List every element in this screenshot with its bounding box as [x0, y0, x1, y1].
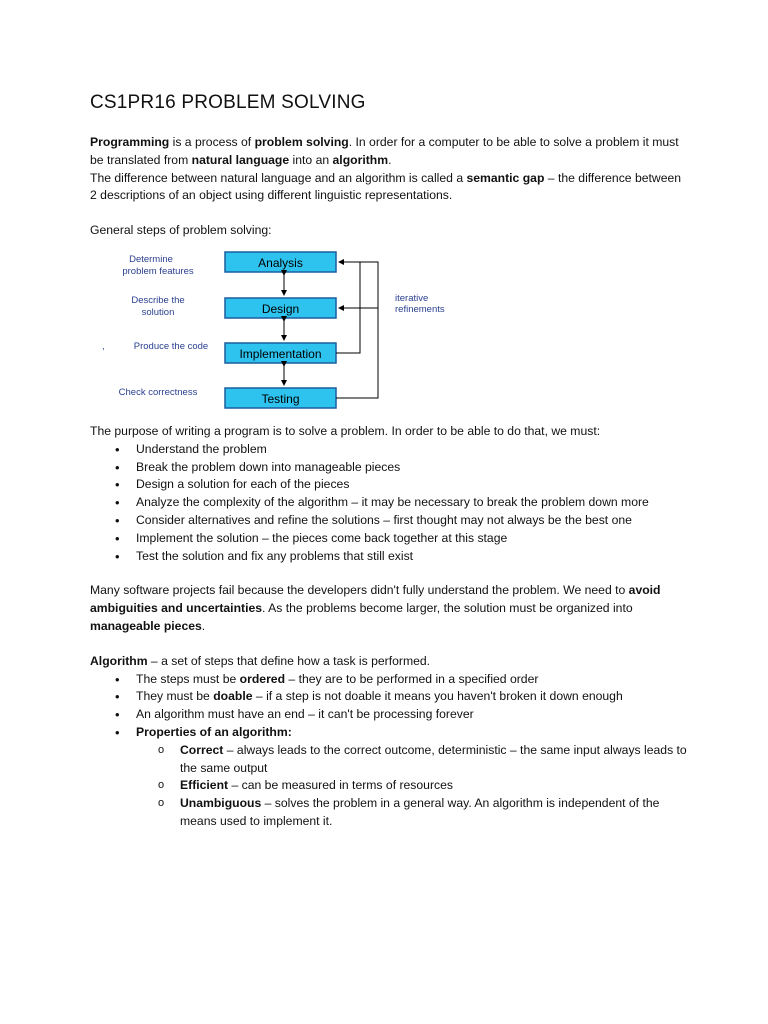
algorithm-list: [90, 671, 690, 831]
list-item: • Properties of an algorithm: o Correct – always leads to the correct outcome, deterministic – the same input always leads to the same output o Efficient – can be measured in terms of resources o Unambiguous – solves the problem in a general way. An algorithm is independent of the means used to implement it.: [90, 724, 690, 831]
term-programming: Programming: [90, 135, 170, 149]
label-describe: Describe the: [131, 294, 185, 306]
page-title: CS1PR16 PROBLEM SOLVING: [90, 92, 366, 113]
list-item: o Efficient – can be measured in terms of resources: [90, 777, 690, 795]
purpose-intro: The purpose of writing a program is to solve a problem. In order to be able to do that, we must:: [90, 423, 601, 438]
box-testing-label: Testing: [261, 391, 300, 406]
term-semantic-gap: semantic gap: [466, 170, 545, 185]
algorithm-definition: Algorithm – a set of steps that define how a task is performed.: [90, 653, 431, 668]
list-item: • Break the problem down into manageable pieces: [90, 459, 690, 477]
list-item: • Analyze the complexity of the algorithm – it may be necessary to break the problem down more: [90, 494, 690, 512]
term-algorithm: algorithm: [332, 152, 389, 167]
label-produce-code: Produce the code: [133, 340, 209, 352]
term-natural-language: natural language: [191, 152, 290, 167]
intro-paragraph-1: Programming is a process of problem solving. In order for a computer to be able to solve a problem it must be translated from natural language into an algorithm.: [90, 135, 679, 167]
list-item: • Consider alternatives and refine the solutions – first thought may not always be the best one: [90, 512, 690, 530]
fail-paragraph: Many software projects fail because the developers didn't fully understand the problem. We need to avoid ambiguities and uncertainties. As the problems become larger, the solution must be organized into manageable pieces.: [90, 583, 661, 633]
list-item: • They must be doable – if a step is not doable it means you haven't broken it down enough: [90, 688, 690, 706]
label-refinements: refinements: [395, 303, 445, 315]
svg-text:,: ,: [102, 340, 105, 352]
list-item: • Implement the solution – the pieces come back together at this stage: [90, 530, 690, 548]
list-item: • Understand the problem: [90, 441, 690, 459]
document-page: [90, 92, 690, 831]
label-determine: Determine: [129, 253, 173, 265]
label-check-correctness: Check correctness: [118, 386, 198, 398]
label-iterative: iterative: [395, 292, 429, 304]
term-problem-solving: problem solving: [254, 135, 349, 149]
term-ambiguities: avoid ambiguities and uncertainties: [90, 583, 661, 616]
term-algorithm-def: Algorithm: [90, 653, 148, 668]
steps-heading: General steps of problem solving:: [90, 223, 272, 238]
box-analysis-label: Analysis: [258, 255, 303, 270]
box-design-label: Design: [261, 301, 300, 316]
list-item: • Design a solution for each of the pieces: [90, 476, 690, 494]
label-problem-features: problem features: [122, 265, 194, 277]
feedback-outer: [336, 262, 378, 398]
term-manageable-pieces: manageable pieces: [90, 618, 202, 633]
intro-paragraph-2: The difference between natural language and an algorithm is called a semantic gap – the difference between 2 descriptions of an object using different linguistic representations.: [90, 170, 682, 203]
list-item: • An algorithm must have an end – it can't be processing forever: [90, 706, 690, 724]
purpose-list: [90, 441, 690, 566]
diagram-svg: [90, 246, 470, 411]
box-implementation-label: Implementation: [239, 346, 322, 361]
problem-solving-diagram: [90, 246, 470, 411]
list-item: o Correct – always leads to the correct outcome, deterministic – the same input always leads to the same output: [90, 742, 690, 778]
list-item: • Test the solution and fix any problems that still exist: [90, 548, 690, 566]
list-item: • The steps must be ordered – they are to be performed in a specified order: [90, 671, 690, 689]
properties-list: [90, 742, 690, 831]
list-item: o Unambiguous – solves the problem in a general way. An algorithm is independent of the means used to implement it.: [90, 795, 690, 831]
label-solution: solution: [141, 306, 175, 318]
